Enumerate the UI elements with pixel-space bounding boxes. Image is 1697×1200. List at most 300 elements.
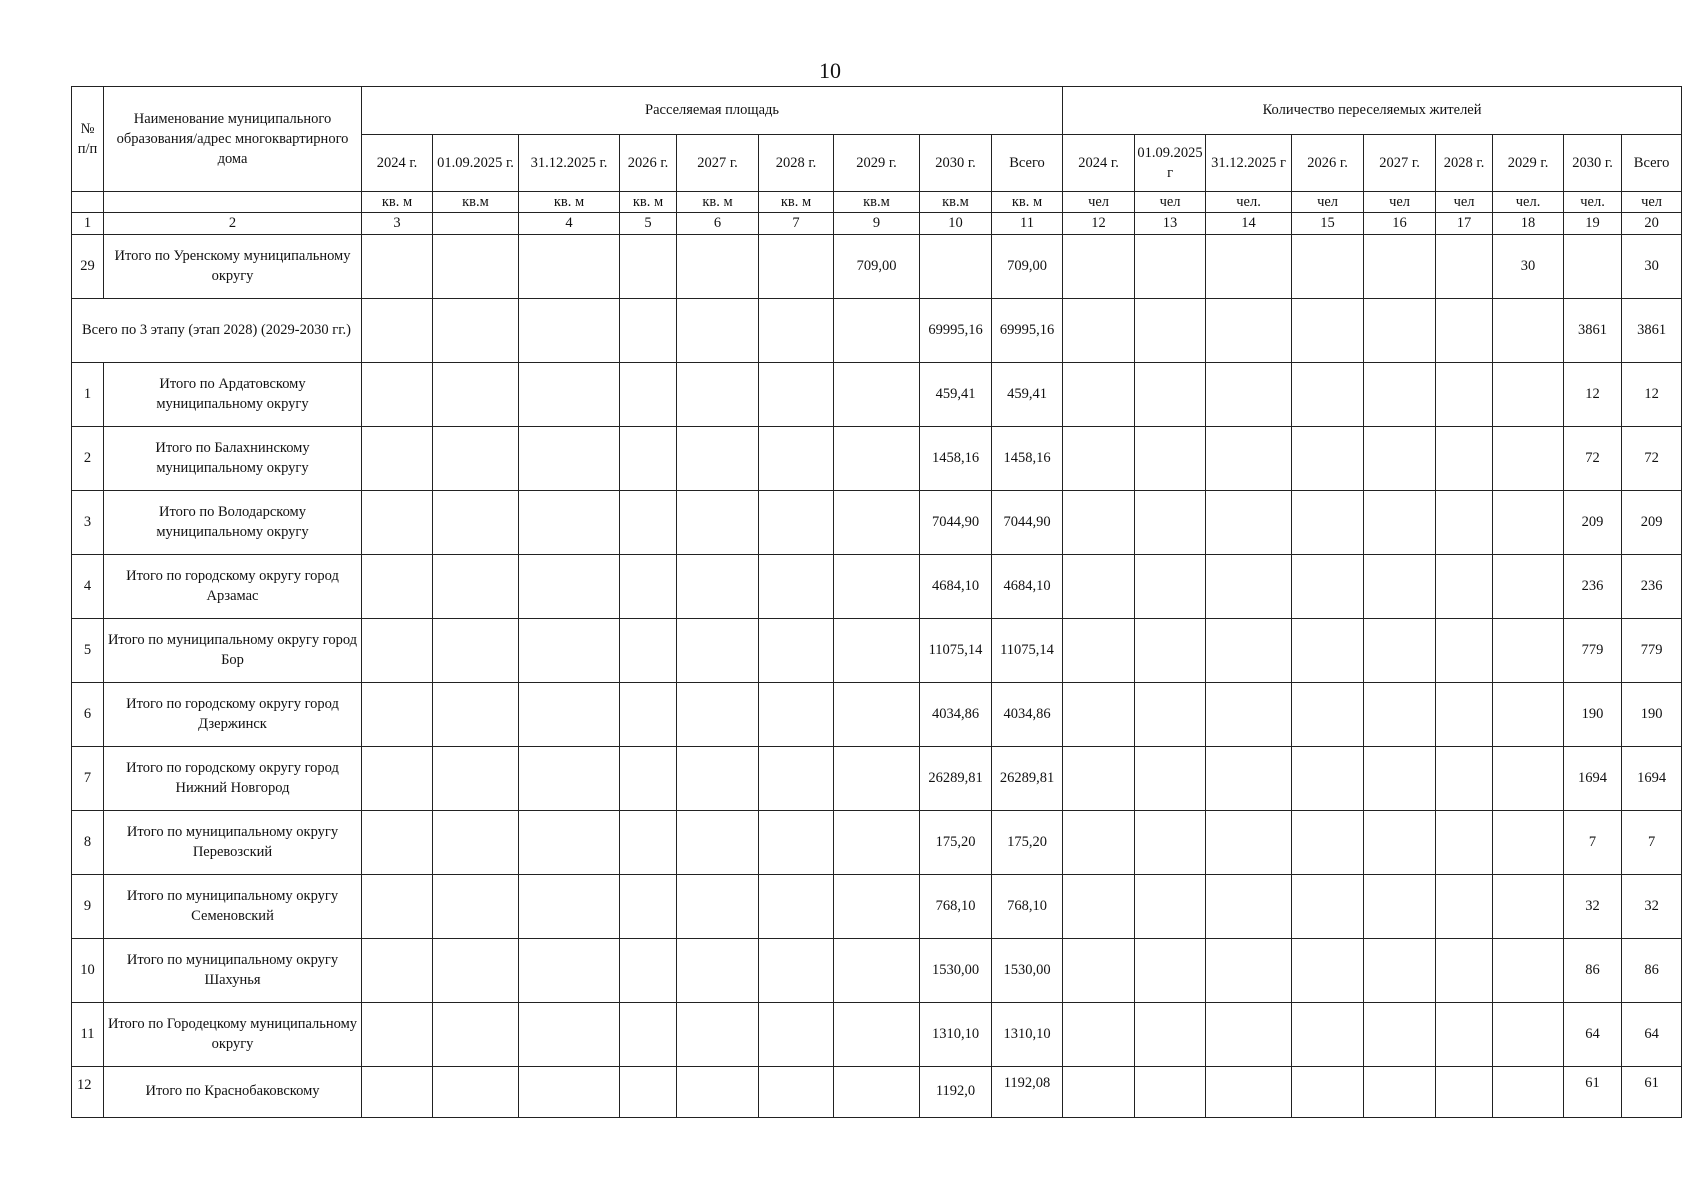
people-2029 [1493, 874, 1564, 938]
people-cell-empty [1135, 298, 1206, 362]
table-row [72, 234, 1682, 298]
area-total: 1458,16 [992, 426, 1063, 490]
row-name: Итого по Балахнинскому муниципальному округу [104, 426, 362, 490]
area-cell-empty [620, 298, 677, 362]
area-2029 [834, 682, 920, 746]
people-cell-empty [1364, 938, 1436, 1002]
area-year-header: 31.12.2025 г. [519, 135, 620, 192]
people-cell-empty [1063, 938, 1135, 1002]
area-cell-empty [620, 682, 677, 746]
area-cell-empty [433, 298, 519, 362]
area-2029 [834, 618, 920, 682]
area-cell-empty [759, 874, 834, 938]
people-cell-empty [1292, 938, 1364, 1002]
area-cell-empty [362, 298, 433, 362]
table-row [72, 426, 1682, 490]
area-cell-empty [759, 1002, 834, 1066]
table-row [72, 554, 1682, 618]
people-cell-empty [1063, 298, 1135, 362]
area-cell-empty [677, 874, 759, 938]
area-cell-empty [759, 426, 834, 490]
people-cell-empty [1063, 746, 1135, 810]
column-number: 20 [1622, 213, 1682, 234]
area-cell-empty [620, 1002, 677, 1066]
area-year-header: Всего [992, 135, 1063, 192]
people-cell-empty [1206, 490, 1292, 554]
people-unit: чел [1436, 192, 1493, 213]
area-cell-empty [519, 1002, 620, 1066]
people-total: 1694 [1622, 746, 1682, 810]
area-cell-empty [677, 426, 759, 490]
row-name: Итого по городскому округу город Дзержинск [104, 682, 362, 746]
area-unit: кв.м [834, 192, 920, 213]
people-total: 30 [1622, 234, 1682, 298]
people-unit: чел. [1493, 192, 1564, 213]
people-2030: 7 [1564, 810, 1622, 874]
people-cell-empty [1135, 618, 1206, 682]
people-total: 86 [1622, 938, 1682, 1002]
area-cell-empty [362, 682, 433, 746]
people-cell-empty [1063, 554, 1135, 618]
area-cell-empty [362, 1066, 433, 1117]
area-2029 [834, 426, 920, 490]
area-unit: кв. м [759, 192, 834, 213]
people-cell-empty [1206, 1002, 1292, 1066]
row-number: 11 [72, 1002, 104, 1066]
area-cell-empty [620, 234, 677, 298]
people-cell-empty [1063, 1066, 1135, 1117]
area-2029 [834, 1002, 920, 1066]
row-number: 4 [72, 554, 104, 618]
people-year-header: Всего [1622, 135, 1682, 192]
area-year-header: 2027 г. [677, 135, 759, 192]
header-name: Наименование муниципального образования/адрес многоквартирного дома [104, 87, 362, 192]
people-cell-empty [1292, 746, 1364, 810]
people-total: 12 [1622, 362, 1682, 426]
area-cell-empty [677, 618, 759, 682]
people-total: 779 [1622, 618, 1682, 682]
table-row [72, 1002, 1682, 1066]
area-unit: кв. м [992, 192, 1063, 213]
people-unit: чел [1622, 192, 1682, 213]
area-2030: 4684,10 [920, 554, 992, 618]
header-num: № п/п [72, 87, 104, 192]
people-unit: чел [1364, 192, 1436, 213]
people-cell-empty [1206, 426, 1292, 490]
people-cell-empty [1063, 362, 1135, 426]
area-cell-empty [620, 618, 677, 682]
people-cell-empty [1206, 362, 1292, 426]
people-cell-empty [1135, 1066, 1206, 1117]
area-2029 [834, 490, 920, 554]
row-name: Итого по Краснобаковскому [104, 1066, 362, 1117]
people-cell-empty [1436, 1066, 1493, 1117]
area-year-header: 2028 г. [759, 135, 834, 192]
area-total: 69995,16 [992, 298, 1063, 362]
area-cell-empty [759, 1066, 834, 1117]
area-cell-empty [519, 682, 620, 746]
area-cell-empty [620, 1066, 677, 1117]
area-cell-empty [433, 362, 519, 426]
people-cell-empty [1135, 938, 1206, 1002]
people-unit: чел. [1564, 192, 1622, 213]
area-2029: 709,00 [834, 234, 920, 298]
people-year-header: 31.12.2025 г [1206, 135, 1292, 192]
people-cell-empty [1135, 490, 1206, 554]
column-number: 11 [992, 213, 1063, 234]
area-cell-empty [433, 746, 519, 810]
area-cell-empty [759, 554, 834, 618]
people-cell-empty [1364, 1066, 1436, 1117]
area-year-header: 01.09.2025 г. [433, 135, 519, 192]
people-cell-empty [1063, 1002, 1135, 1066]
area-2030: 4034,86 [920, 682, 992, 746]
area-cell-empty [677, 554, 759, 618]
column-number: 1 [72, 213, 104, 234]
resettlement-table [71, 86, 1682, 1118]
people-2030: 32 [1564, 874, 1622, 938]
people-total: 209 [1622, 490, 1682, 554]
people-unit: чел [1063, 192, 1135, 213]
area-year-header: 2026 г. [620, 135, 677, 192]
row-number: 2 [72, 426, 104, 490]
people-cell-empty [1436, 874, 1493, 938]
row-number: 5 [72, 618, 104, 682]
people-year-header: 2024 г. [1063, 135, 1135, 192]
people-cell-empty [1292, 874, 1364, 938]
area-cell-empty [759, 938, 834, 1002]
area-cell-empty [759, 746, 834, 810]
people-cell-empty [1063, 682, 1135, 746]
area-cell-empty [759, 298, 834, 362]
people-2029: 30 [1493, 234, 1564, 298]
table-row [72, 362, 1682, 426]
table-row [72, 1066, 1682, 1117]
area-2030: 459,41 [920, 362, 992, 426]
area-2029 [834, 554, 920, 618]
people-cell-empty [1206, 682, 1292, 746]
people-cell-empty [1135, 362, 1206, 426]
area-cell-empty [759, 362, 834, 426]
area-cell-empty [519, 618, 620, 682]
people-2029 [1493, 1002, 1564, 1066]
people-cell-empty [1135, 1002, 1206, 1066]
area-total: 26289,81 [992, 746, 1063, 810]
people-cell-empty [1135, 746, 1206, 810]
people-cell-empty [1364, 234, 1436, 298]
people-total: 7 [1622, 810, 1682, 874]
people-2030 [1564, 234, 1622, 298]
people-2029 [1493, 362, 1564, 426]
people-cell-empty [1364, 426, 1436, 490]
page-number: 10 [819, 58, 841, 83]
people-year-header: 01.09.2025 г [1135, 135, 1206, 192]
row-name: Итого по Володарскому муниципальному округу [104, 490, 362, 554]
area-cell-empty [759, 618, 834, 682]
column-number: 10 [920, 213, 992, 234]
area-cell-empty [620, 362, 677, 426]
people-cell-empty [1292, 1002, 1364, 1066]
area-total: 459,41 [992, 362, 1063, 426]
area-2030: 175,20 [920, 810, 992, 874]
area-2030: 11075,14 [920, 618, 992, 682]
people-cell-empty [1436, 362, 1493, 426]
people-2030: 61 [1564, 1066, 1622, 1117]
people-cell-empty [1135, 234, 1206, 298]
area-year-header: 2030 г. [920, 135, 992, 192]
people-unit: чел [1135, 192, 1206, 213]
people-cell-empty [1135, 426, 1206, 490]
area-cell-empty [519, 874, 620, 938]
area-cell-empty [620, 490, 677, 554]
units-blank [104, 192, 362, 213]
column-number: 3 [362, 213, 433, 234]
people-cell-empty [1436, 746, 1493, 810]
people-total: 61 [1622, 1066, 1682, 1117]
column-number: 15 [1292, 213, 1364, 234]
people-year-header: 2027 г. [1364, 135, 1436, 192]
column-number: 13 [1135, 213, 1206, 234]
people-cell-empty [1063, 426, 1135, 490]
area-cell-empty [362, 810, 433, 874]
row-number: 6 [72, 682, 104, 746]
area-cell-empty [759, 682, 834, 746]
area-cell-empty [759, 810, 834, 874]
people-cell-empty [1364, 810, 1436, 874]
people-cell-empty [1364, 618, 1436, 682]
people-cell-empty [1364, 362, 1436, 426]
area-2029 [834, 298, 920, 362]
people-year-header: 2026 г. [1292, 135, 1364, 192]
people-2029 [1493, 810, 1564, 874]
area-cell-empty [362, 490, 433, 554]
people-cell-empty [1206, 874, 1292, 938]
people-2029 [1493, 426, 1564, 490]
area-2030: 7044,90 [920, 490, 992, 554]
row-number: 8 [72, 810, 104, 874]
people-cell-empty [1135, 810, 1206, 874]
people-cell-empty [1063, 234, 1135, 298]
people-cell-empty [1436, 618, 1493, 682]
row-number: 1 [72, 362, 104, 426]
people-cell-empty [1364, 1002, 1436, 1066]
area-cell-empty [433, 618, 519, 682]
people-cell-empty [1206, 746, 1292, 810]
people-cell-empty [1206, 938, 1292, 1002]
people-2029 [1493, 682, 1564, 746]
area-cell-empty [362, 938, 433, 1002]
people-cell-empty [1436, 554, 1493, 618]
column-number: 16 [1364, 213, 1436, 234]
people-year-header: 2030 г. [1564, 135, 1622, 192]
header-area-group: Расселяемая площадь [362, 87, 1063, 135]
header-people-group: Количество переселяемых жителей [1063, 87, 1682, 135]
area-total: 1192,08 [992, 1066, 1063, 1117]
people-2029 [1493, 298, 1564, 362]
area-total: 4684,10 [992, 554, 1063, 618]
area-total: 175,20 [992, 810, 1063, 874]
area-2030: 26289,81 [920, 746, 992, 810]
area-cell-empty [759, 490, 834, 554]
area-cell-empty [519, 298, 620, 362]
area-cell-empty [433, 682, 519, 746]
people-cell-empty [1206, 618, 1292, 682]
people-2030: 779 [1564, 618, 1622, 682]
area-2030: 1192,0 [920, 1066, 992, 1117]
people-cell-empty [1292, 298, 1364, 362]
area-cell-empty [362, 1002, 433, 1066]
area-2029 [834, 746, 920, 810]
area-cell-empty [433, 810, 519, 874]
column-number: 18 [1493, 213, 1564, 234]
people-2030: 3861 [1564, 298, 1622, 362]
people-cell-empty [1206, 810, 1292, 874]
people-cell-empty [1292, 234, 1364, 298]
people-year-header: 2028 г. [1436, 135, 1493, 192]
area-cell-empty [433, 490, 519, 554]
people-cell-empty [1436, 810, 1493, 874]
row-name: Итого по муниципальному округу Перевозский [104, 810, 362, 874]
people-total: 190 [1622, 682, 1682, 746]
row-name: Итого по Ардатовскому муниципальному округу [104, 362, 362, 426]
area-cell-empty [362, 746, 433, 810]
column-number: 6 [677, 213, 759, 234]
people-cell-empty [1292, 618, 1364, 682]
area-total: 1310,10 [992, 1002, 1063, 1066]
row-name: Итого по муниципальному округу Шахунья [104, 938, 362, 1002]
area-cell-empty [433, 938, 519, 1002]
people-cell-empty [1436, 490, 1493, 554]
area-year-header: 2029 г. [834, 135, 920, 192]
people-total: 32 [1622, 874, 1682, 938]
row-number: 9 [72, 874, 104, 938]
area-unit: кв. м [362, 192, 433, 213]
area-cell-empty [620, 746, 677, 810]
people-cell-empty [1364, 746, 1436, 810]
row-name: Итого по Городецкому муниципальному округу [104, 1002, 362, 1066]
people-2029 [1493, 1066, 1564, 1117]
people-2030: 72 [1564, 426, 1622, 490]
area-cell-empty [433, 426, 519, 490]
column-number: 19 [1564, 213, 1622, 234]
column-number: 17 [1436, 213, 1493, 234]
column-number: 12 [1063, 213, 1135, 234]
row-number: 3 [72, 490, 104, 554]
area-2029 [834, 1066, 920, 1117]
area-cell-empty [677, 234, 759, 298]
people-cell-empty [1364, 490, 1436, 554]
area-cell-empty [362, 874, 433, 938]
area-total: 768,10 [992, 874, 1063, 938]
area-cell-empty [759, 234, 834, 298]
column-number: 7 [759, 213, 834, 234]
area-cell-empty [519, 234, 620, 298]
area-2030: 1458,16 [920, 426, 992, 490]
area-cell-empty [677, 490, 759, 554]
people-cell-empty [1436, 234, 1493, 298]
column-number: 9 [834, 213, 920, 234]
people-cell-empty [1292, 810, 1364, 874]
table-row [72, 682, 1682, 746]
area-cell-empty [433, 554, 519, 618]
people-2029 [1493, 938, 1564, 1002]
area-cell-empty [677, 746, 759, 810]
area-2029 [834, 874, 920, 938]
area-unit: кв.м [920, 192, 992, 213]
people-cell-empty [1292, 554, 1364, 618]
people-cell-empty [1364, 554, 1436, 618]
people-cell-empty [1364, 682, 1436, 746]
people-total: 3861 [1622, 298, 1682, 362]
people-year-header: 2029 г. [1493, 135, 1564, 192]
people-cell-empty [1436, 682, 1493, 746]
people-2030: 209 [1564, 490, 1622, 554]
table-row [72, 810, 1682, 874]
column-number [433, 213, 519, 234]
people-cell-empty [1063, 874, 1135, 938]
row-name: Всего по 3 этапу (этап 2028) (2029-2030 гг.) [72, 298, 362, 362]
people-cell-empty [1135, 874, 1206, 938]
people-cell-empty [1135, 554, 1206, 618]
area-cell-empty [362, 362, 433, 426]
row-number: 7 [72, 746, 104, 810]
row-name: Итого по городскому округу город Арзамас [104, 554, 362, 618]
people-2030: 1694 [1564, 746, 1622, 810]
column-number: 5 [620, 213, 677, 234]
area-cell-empty [433, 1066, 519, 1117]
people-cell-empty [1436, 298, 1493, 362]
area-cell-empty [362, 234, 433, 298]
area-cell-empty [677, 682, 759, 746]
area-cell-empty [620, 426, 677, 490]
people-2029 [1493, 618, 1564, 682]
area-cell-empty [620, 554, 677, 618]
area-cell-empty [362, 426, 433, 490]
area-cell-empty [519, 938, 620, 1002]
people-cell-empty [1436, 426, 1493, 490]
row-number: 12 [72, 1066, 104, 1117]
people-cell-empty [1292, 426, 1364, 490]
area-cell-empty [433, 874, 519, 938]
area-2030: 69995,16 [920, 298, 992, 362]
area-total: 709,00 [992, 234, 1063, 298]
people-cell-empty [1135, 682, 1206, 746]
people-cell-empty [1206, 554, 1292, 618]
people-2030: 86 [1564, 938, 1622, 1002]
people-2030: 12 [1564, 362, 1622, 426]
row-number: 10 [72, 938, 104, 1002]
people-cell-empty [1364, 874, 1436, 938]
row-name: Итого по Уренскому муниципальному округу [104, 234, 362, 298]
people-2030: 64 [1564, 1002, 1622, 1066]
people-2030: 236 [1564, 554, 1622, 618]
area-cell-empty [433, 234, 519, 298]
area-2029 [834, 810, 920, 874]
area-cell-empty [362, 554, 433, 618]
area-2030: 1530,00 [920, 938, 992, 1002]
people-cell-empty [1436, 1002, 1493, 1066]
people-2029 [1493, 746, 1564, 810]
area-cell-empty [519, 426, 620, 490]
people-cell-empty [1206, 298, 1292, 362]
area-cell-empty [677, 1066, 759, 1117]
area-2030: 1310,10 [920, 1002, 992, 1066]
area-unit: кв.м [433, 192, 519, 213]
table-row [72, 938, 1682, 1002]
area-total: 11075,14 [992, 618, 1063, 682]
people-cell-empty [1292, 682, 1364, 746]
table-row [72, 746, 1682, 810]
